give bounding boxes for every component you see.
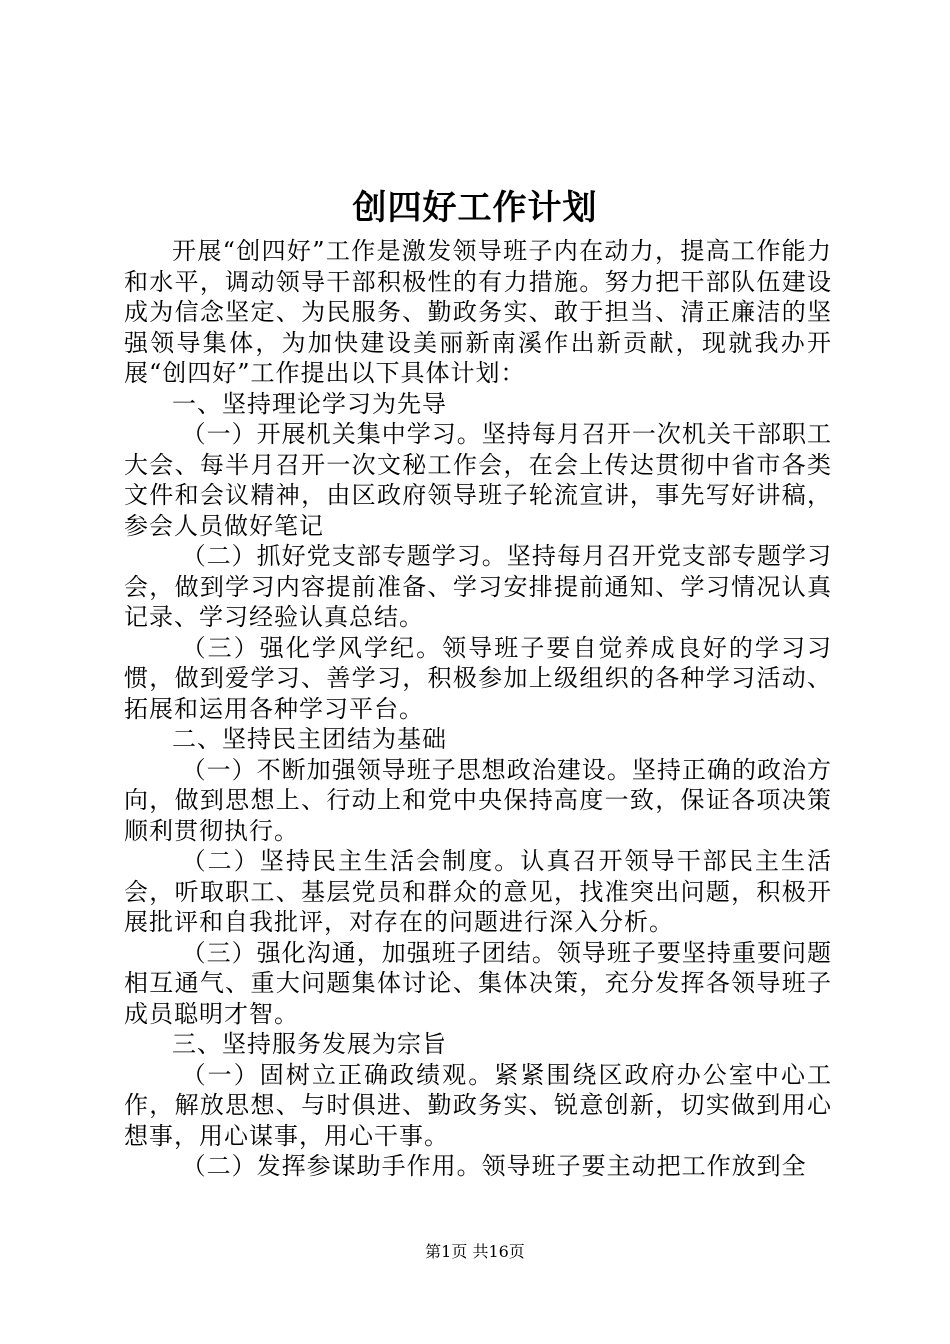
body-paragraph: （一）不断加强领导班子思想政治建设。坚持正确的政治方向，做到思想上、行动上和党中央保持高度一致，保证各项决策顺利贯彻执行。 (124, 755, 832, 845)
body-paragraph: （三）强化沟通，加强班子团结。领导班子要坚持重要问题相互通气、重大问题集体讨论、集体决策，充分发挥各领导班子成员聪明才智。 (124, 938, 832, 1028)
body-paragraph: （一）开展机关集中学习。坚持每月召开一次机关干部职工大会、每半月召开一次文秘工作会，在会上传达贯彻中省市各类文件和会议精神，由区政府领导班子轮流宣讲，事先写好讲稿，参会人员做好笔记 (124, 420, 832, 540)
section-heading: 二、坚持民主团结为基础 (172, 725, 447, 753)
intro-paragraph: 开展“创四好”工作是激发领导班子内在动力，提高工作能力和水平，调动领导干部积极性的有力措施。努力把干部队伍建设成为信念坚定、为民服务、勤政务实、敢于担当、清正廉洁的坚强领导集体，为加快建设美丽新南溪作出新贡献，现就我办开展“创四好”工作提出以下具体计划： (124, 237, 832, 387)
page-footer: 第1页 共16页 (425, 1242, 525, 1261)
body-paragraph: （二）抓好党支部专题学习。坚持每月召开党支部专题学习会，做到学习内容提前准备、学习安排提前通知、学习情况认真记录、学习经验认真总结。 (124, 542, 832, 631)
section-heading: 一、坚持理论学习为先导 (172, 389, 447, 418)
document-body (124, 236, 832, 1182)
section-heading: 三、坚持服务发展为宗旨 (172, 1030, 447, 1058)
body-paragraph: （三）强化学风学纪。领导班子要自觉养成良好的学习习惯，做到爱学习、善学习，积极参加上级组织的各种学习活动、拓展和运用各种学习平台。 (124, 633, 832, 723)
body-paragraph: （一）固树立正确政绩观。紧紧围绕区政府办公室中心工作，解放思想、与时俱进、勤政务实、锐意创新，切实做到用心想事，用心谋事，用心干事。 (124, 1060, 832, 1150)
document-title: 创四好工作计划 (352, 188, 598, 228)
body-paragraph: （二）坚持民主生活会制度。认真召开领导干部民主生活会，听取职工、基层党员和群众的意见，找准突出问题，积极开展批评和自我批评，对存在的问题进行深入分析。 (124, 847, 832, 936)
body-paragraph: （二）发挥参谋助手作用。领导班子要主动把工作放到全 (181, 1152, 807, 1180)
